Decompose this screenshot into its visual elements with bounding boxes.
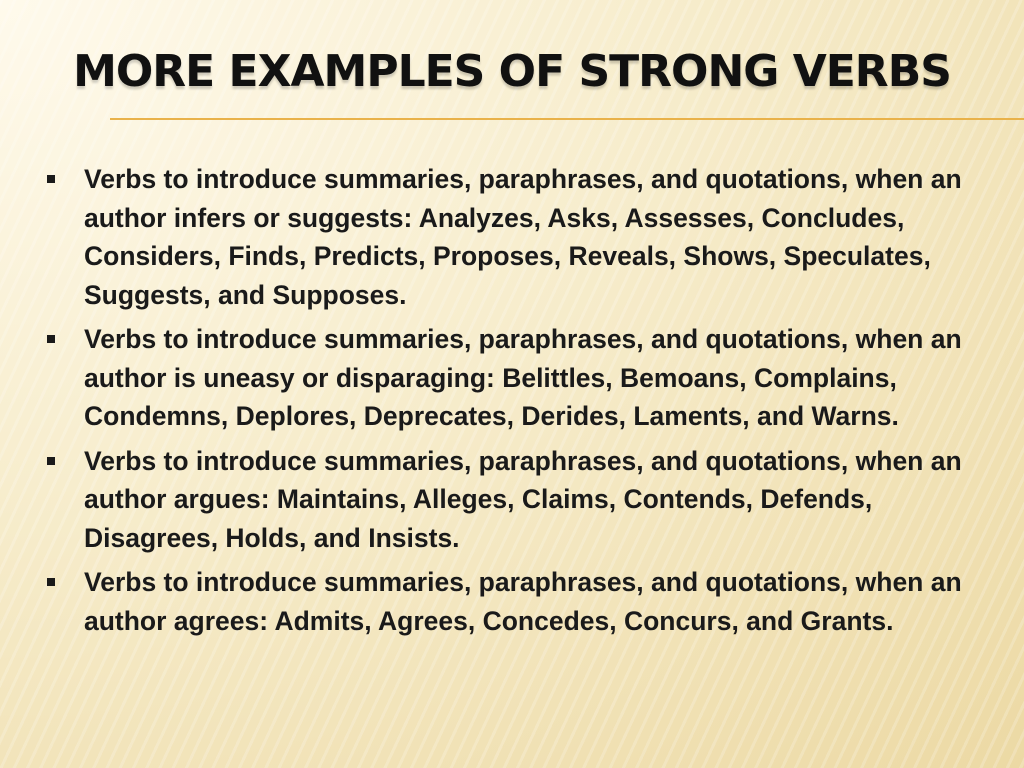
bullet-text: Verbs to introduce summaries, paraphrases, and quotations, when an author argues: Maintains, Alleges, Claims, Contends, Defends, Disagrees, Holds, and Insists.: [84, 445, 962, 553]
square-bullet-icon: [47, 457, 55, 465]
square-bullet-icon: [47, 175, 55, 183]
bullet-text: Verbs to introduce summaries, paraphrases, and quotations, when an author infers or suggests: Analyzes, Asks, Assesses, Concludes, Considers, Finds, Predicts, Proposes, Reveals, Shows, Speculates, Suggests, and Supposes.: [84, 164, 962, 310]
bullet-item: [38, 563, 1006, 640]
square-bullet-icon: [47, 578, 55, 586]
slide-title: MORE EXAMPLES OF STRONG VERBS: [73, 46, 951, 97]
bullet-list: [38, 160, 1006, 646]
square-bullet-icon: [47, 335, 55, 343]
bullet-item: [38, 442, 1006, 558]
bullet-item: [38, 160, 1006, 314]
bullet-item: [38, 320, 1006, 436]
bullet-text: Verbs to introduce summaries, paraphrases, and quotations, when an author agrees: Admits, Agrees, Concedes, Concurs, and Grants.: [84, 567, 962, 636]
bullet-text: Verbs to introduce summaries, paraphrases, and quotations, when an author is uneasy or disparaging: Belittles, Bemoans, Complains, Condemns, Deplores, Deprecates, Derides, Laments, and Warns.: [84, 324, 962, 431]
title-underline: [110, 118, 1024, 120]
